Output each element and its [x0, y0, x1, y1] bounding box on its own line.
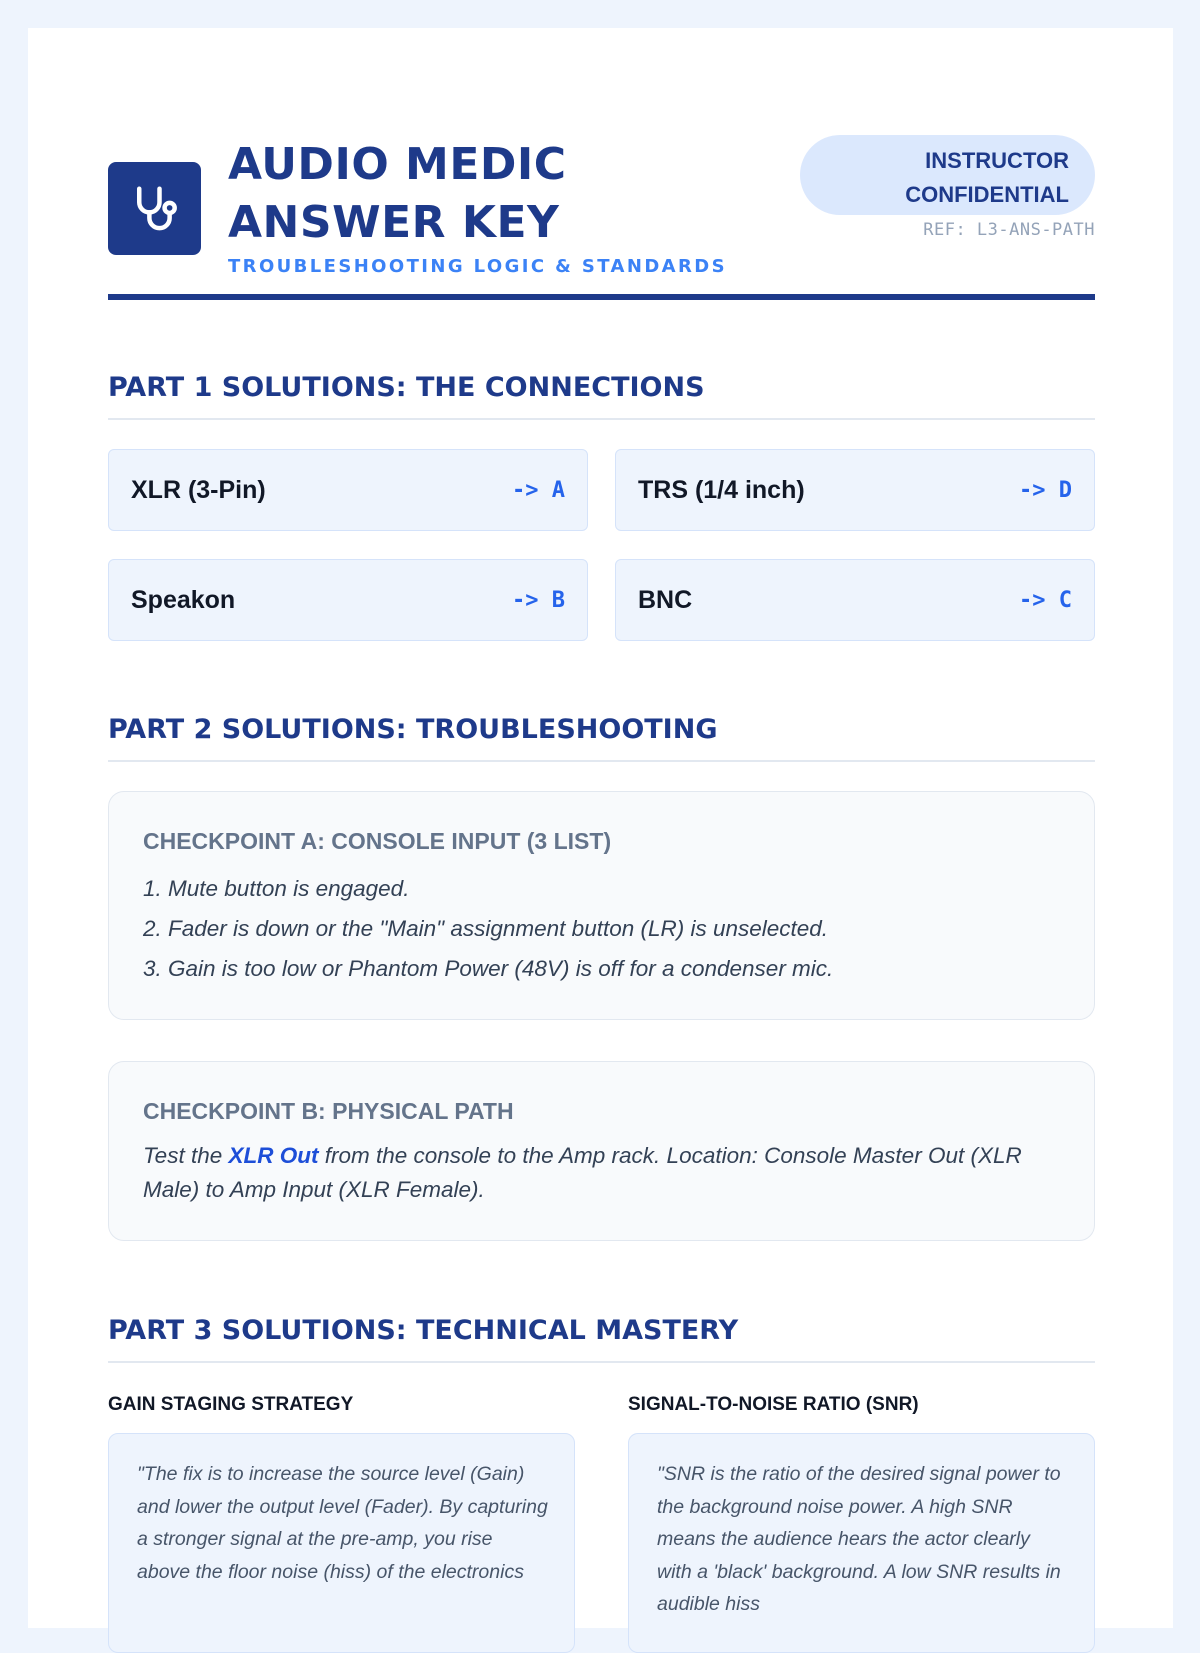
checkpoint-b-text-end: from the console to the Amp rack. Location: Console Master Out (XLR Male) to Amp Input (XLR Female).: [143, 1143, 1022, 1202]
reference-code: REF: L3-ANS-PATH: [923, 220, 1095, 240]
page-title: [228, 136, 567, 252]
connector-name: BNC: [638, 585, 693, 614]
gain-staging-heading: GAIN STAGING STRATEGY: [108, 1394, 354, 1415]
part2-title: PART 2 SOLUTIONS: TROUBLESHOOTING: [108, 714, 1095, 762]
list-item: 1. Mute button is engaged.: [143, 876, 410, 901]
connector-name: XLR (3-Pin): [131, 475, 266, 504]
connection-card: [615, 449, 1095, 531]
checkpoint-b-card: [108, 1061, 1095, 1241]
part1-title: PART 1 SOLUTIONS: THE CONNECTIONS: [108, 372, 1095, 420]
xlr-out-highlight: XLR Out: [228, 1143, 319, 1168]
checkpoint-a-card: [108, 791, 1095, 1020]
checkpoint-b-text-start: Test the: [143, 1143, 229, 1168]
connection-card: [108, 449, 588, 531]
list-item: 3. Gain is too low or Phantom Power (48V) is off for a condenser mic.: [143, 956, 834, 981]
connector-name: TRS (1/4 inch): [638, 475, 805, 504]
confidential-badge: [800, 135, 1095, 215]
page-subtitle: TROUBLESHOOTING LOGIC & STANDARDS: [228, 256, 727, 277]
badge-line-2: CONFIDENTIAL: [905, 182, 1069, 207]
badge-line-1: INSTRUCTOR: [925, 148, 1069, 173]
checkpoint-a-title: CHECKPOINT A: CONSOLE INPUT (3 LIST): [143, 828, 612, 854]
answer-key-sheet: [28, 28, 1173, 1628]
list-item: 2. Fader is down or the "Main" assignment button (LR) is unselected.: [143, 916, 829, 941]
connector-answer: -> A: [512, 477, 565, 503]
part3-title: PART 3 SOLUTIONS: TECHNICAL MASTERY: [108, 1315, 1095, 1363]
connection-card: [108, 559, 588, 641]
header-divider: [108, 294, 1095, 300]
connector-answer: -> C: [1019, 587, 1072, 613]
document-header: [108, 110, 1095, 290]
checkpoint-b-text: [143, 1139, 1060, 1207]
checkpoint-b-title: CHECKPOINT B: PHYSICAL PATH: [143, 1098, 514, 1124]
stethoscope-icon: [128, 182, 182, 236]
snr-heading: SIGNAL-TO-NOISE RATIO (SNR): [628, 1394, 919, 1415]
connection-card: [615, 559, 1095, 641]
connector-name: Speakon: [131, 585, 236, 614]
connector-answer: -> D: [1019, 477, 1072, 503]
gain-staging-card: [108, 1433, 575, 1653]
connector-answer: -> B: [512, 587, 565, 613]
logo: [108, 162, 201, 255]
snr-text: "SNR is the ratio of the desired signal power to the background noise power. A high SNR means the audience hears the actor clearly with a 'black' background. A low SNR results in audible hiss: [657, 1463, 1061, 1615]
title-line-2: ANSWER KEY: [228, 197, 560, 248]
snr-card: [628, 1433, 1095, 1653]
gain-staging-text: "The fix is to increase the source level (Gain) and lower the output level (Fader). By capturing a stronger signal at the pre-amp, you rise above the floor noise (hiss) of the electronics: [137, 1463, 548, 1583]
title-line-1: AUDIO MEDIC: [228, 139, 567, 190]
